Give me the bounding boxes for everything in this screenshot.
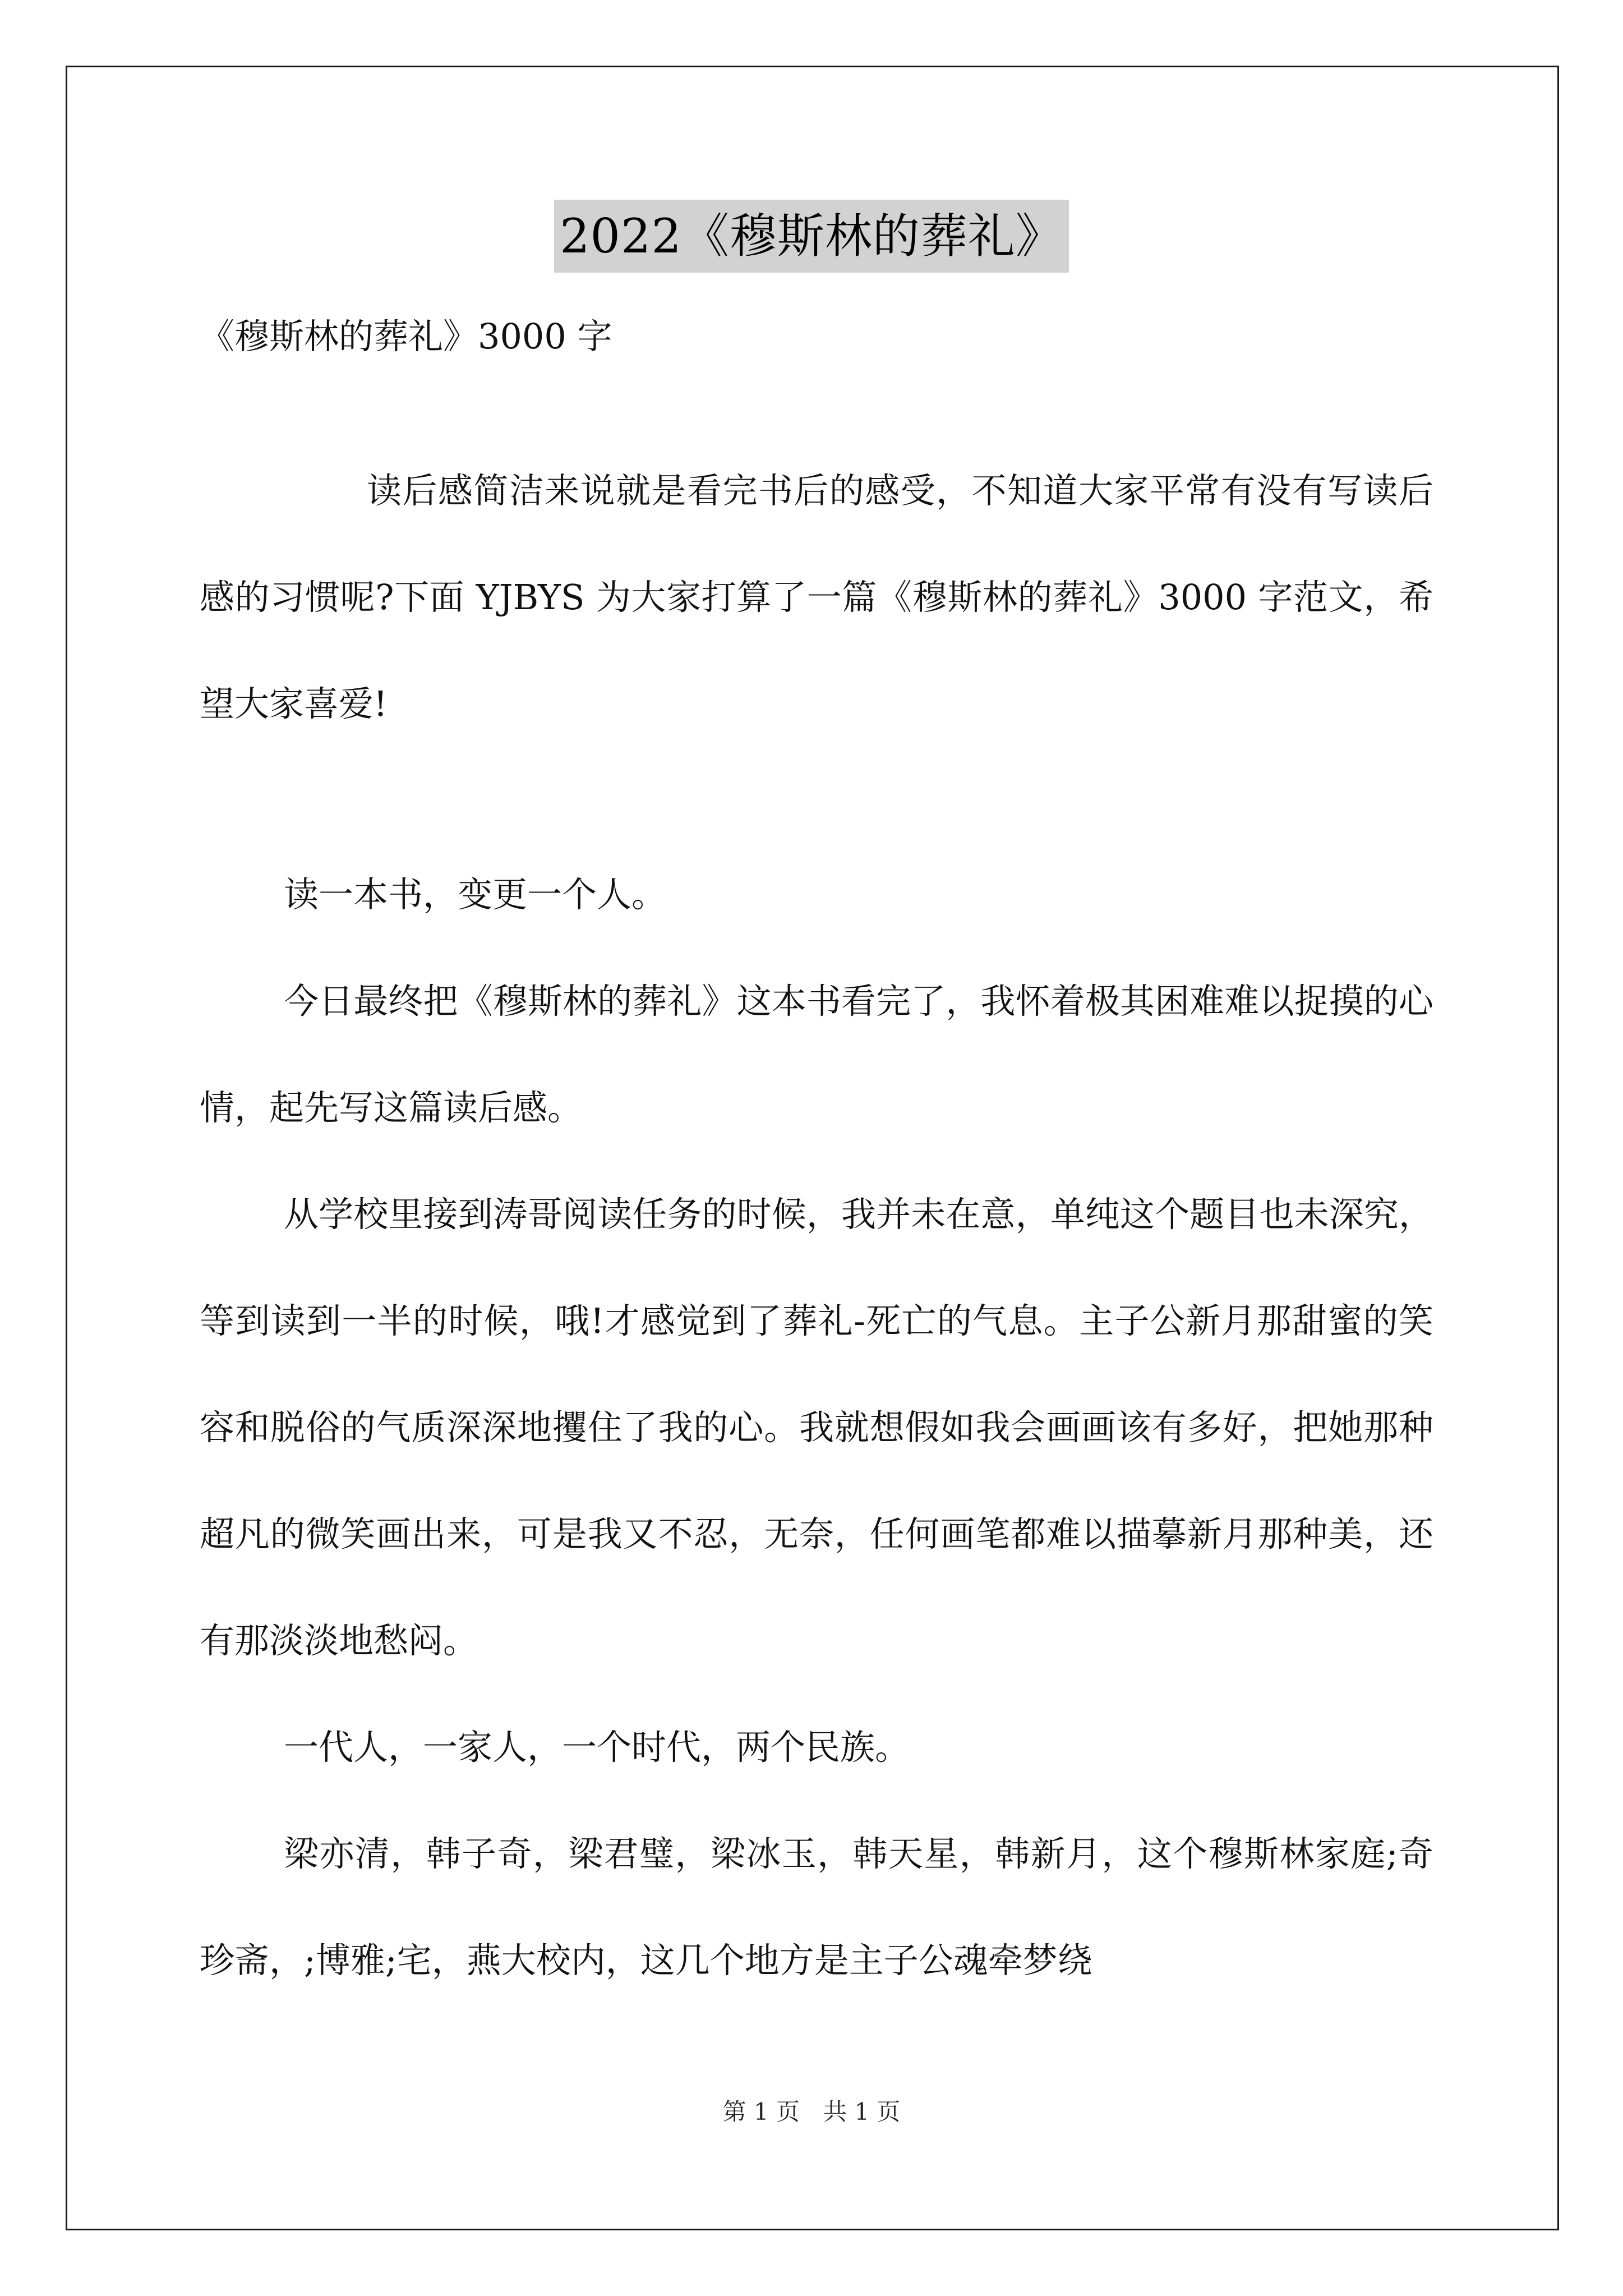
paragraph: 今日最终把《穆斯林的葬礼》这本书看完了，我怀着极其困难难以捉摸的心情，起先写这篇读后感。 xyxy=(200,981,1433,1128)
page-footer: 第 1 页 共 1 页 xyxy=(722,2098,901,2125)
document-subtitle: 《穆斯林的葬礼》3000 字 xyxy=(200,316,612,357)
document-body xyxy=(200,438,1433,2014)
paragraph: 读一本书，变更一个人。 xyxy=(284,874,667,915)
paragraph: 梁亦清，韩子奇，梁君璧，梁冰玉，韩天星，韩新月，这个穆斯林家庭;奇珍斋，;博雅;宅，燕大校内，这几个地方是主子公魂牵梦绕 xyxy=(200,1833,1433,1981)
document-title: 2022《穆斯林的葬礼》 xyxy=(554,200,1069,273)
paragraph-gap xyxy=(200,757,1433,841)
paragraph: 一代人，一家人，一个时代，两个民族。 xyxy=(284,1727,910,1768)
intro-paragraph: 读后感简洁来说就是看完书后的感受，不知道大家平常有没有写读后感的习惯呢?下面 YJBYS 为大家打算了一篇《穆斯林的葬礼》3000 字范文，希望大家喜爱! xyxy=(200,470,1433,724)
paragraph: 从学校里接到涛哥阅读任务的时候，我并未在意，单纯这个题目也未深究，等到读到一半的时候，哦!才感觉到了葬礼-死亡的气息。主子公新月那甜蜜的笑容和脱俗的气质深深地攫住了我的心。我就想假如我会画画该有多好，把她那种超凡的微笑画出来，可是我又不忍，无奈，任何画笔都难以描摹新月那种美，还有那淡淡地愁闷。 xyxy=(200,1194,1433,1661)
title-container xyxy=(0,200,1623,273)
